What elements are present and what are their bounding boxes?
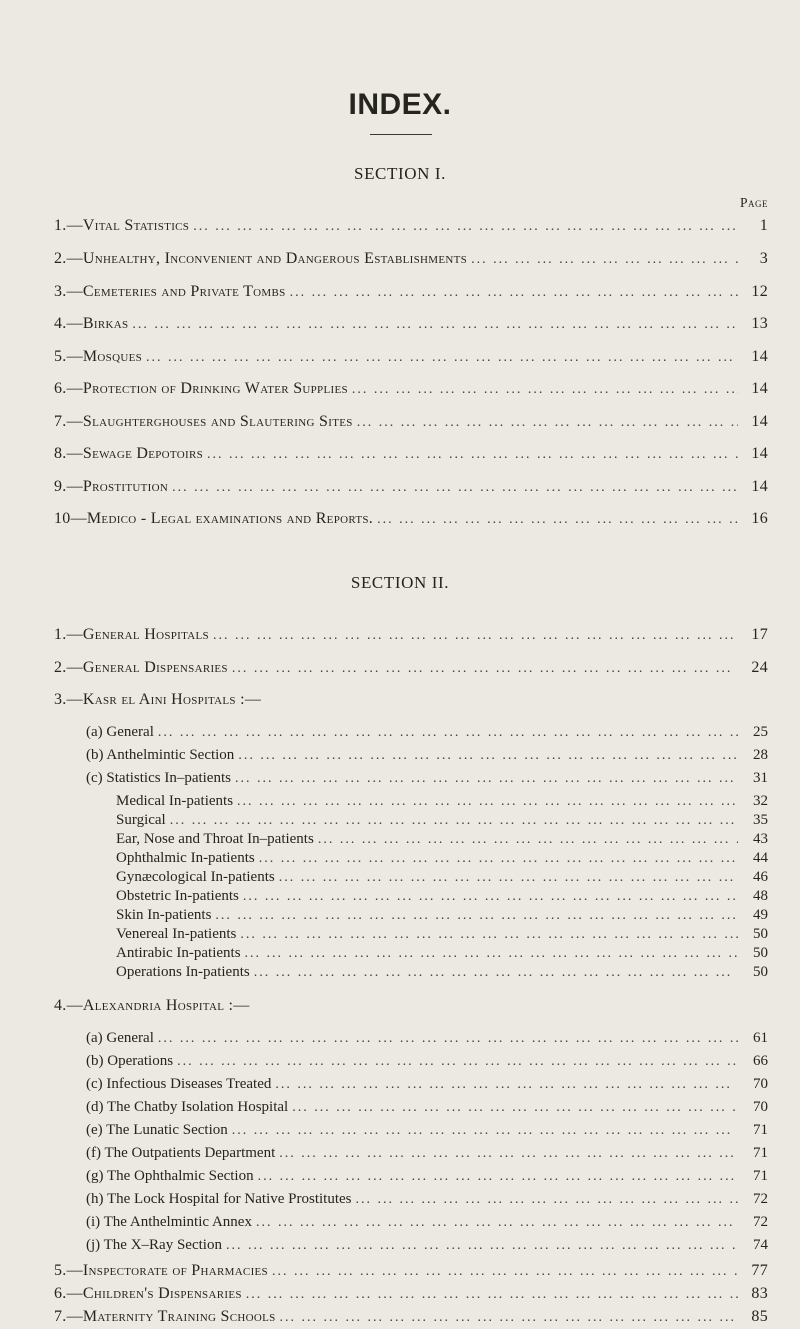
alexandria-heading: 4.—Alexandria Hospital :— <box>54 997 250 1014</box>
leader-dots <box>132 314 738 335</box>
entry-page: 50 <box>753 926 768 942</box>
index-entry[interactable] <box>86 1211 768 1233</box>
leader-dots <box>280 1307 738 1328</box>
leader-dots <box>275 1074 738 1095</box>
leader-dots <box>246 1284 738 1305</box>
entry-label: Skin In-patients <box>116 907 212 923</box>
entry-label: (b) Anthelmintic Section <box>86 747 235 763</box>
entry-page: 12 <box>751 283 768 300</box>
leader-dots <box>272 1261 738 1282</box>
entry-label: (a) General <box>86 1030 154 1046</box>
leader-dots <box>292 1097 738 1118</box>
leader-dots <box>158 722 738 743</box>
entry-page: 48 <box>753 888 768 904</box>
leader-dots <box>235 768 738 789</box>
leader-dots <box>258 1166 738 1187</box>
leader-dots <box>356 1189 738 1210</box>
entry-page: 16 <box>751 510 768 527</box>
leader-dots <box>232 658 738 679</box>
entry-label: 2.—General Dispensaries <box>54 659 228 676</box>
entry-label: Medical In-patients <box>116 793 234 809</box>
entry-label: 6.—Protection of Drinking Water Supplies <box>54 380 348 397</box>
entry-page: 66 <box>753 1053 768 1069</box>
entry-label: 7.—Maternity Training Schools <box>54 1308 276 1325</box>
entry-page: 17 <box>751 626 768 643</box>
index-entry[interactable] <box>54 281 768 303</box>
entry-page: 35 <box>753 812 768 828</box>
entry-label: (i) The Anthelmintic Annex <box>86 1214 252 1230</box>
index-entry[interactable] <box>54 443 768 465</box>
index-entry[interactable] <box>54 411 768 433</box>
entry-label: 1.—Vital Statistics <box>54 217 190 234</box>
leader-dots <box>377 509 738 530</box>
index-entry[interactable] <box>54 476 768 498</box>
entry-label: 3.—Cemeteries and Private Tombs <box>54 283 286 300</box>
entry-label: Antirabic In-patients <box>116 945 241 961</box>
entry-page: 74 <box>753 1237 768 1253</box>
index-entry[interactable] <box>54 508 768 530</box>
index-entry[interactable] <box>86 721 768 743</box>
leader-dots <box>279 1143 738 1164</box>
index-entry[interactable] <box>54 1283 768 1305</box>
leader-dots <box>357 412 738 433</box>
leader-dots <box>254 962 738 983</box>
leader-dots <box>193 216 738 237</box>
index-entry[interactable] <box>54 1306 768 1328</box>
leader-dots <box>232 1120 738 1141</box>
index-entry[interactable] <box>86 767 768 789</box>
entry-label: Ear, Nose and Throat In–patients <box>116 831 314 847</box>
leader-dots <box>352 379 738 400</box>
leader-dots <box>290 282 738 303</box>
entry-label: (c) Infectious Diseases Treated <box>86 1076 272 1092</box>
entry-label: 7.—Slaughterghouses and Slautering Sites <box>54 413 353 430</box>
index-entry[interactable] <box>86 744 768 766</box>
kasr-el-aini-heading: 3.—Kasr el Aini Hospitals :— <box>54 691 262 708</box>
entry-page: 77 <box>751 1262 768 1279</box>
entry-label: Ophthalmic In-patients <box>116 850 255 866</box>
entry-page: 44 <box>753 850 768 866</box>
index-entry[interactable] <box>54 346 768 368</box>
entry-page: 72 <box>753 1214 768 1230</box>
entry-label: 9.—Prostitution <box>54 478 169 495</box>
leader-dots <box>146 347 738 368</box>
entry-label: Obstetric In-patients <box>116 888 239 904</box>
entry-page: 1 <box>759 217 768 234</box>
entry-label: 5.—Mosques <box>54 348 143 365</box>
leader-dots <box>256 1212 738 1233</box>
entry-label: 4.—Birkas <box>54 315 129 332</box>
index-entry[interactable] <box>54 624 768 646</box>
entry-page: 28 <box>753 747 768 763</box>
entry-label: (b) Operations <box>86 1053 174 1069</box>
index-entry[interactable] <box>86 1027 768 1049</box>
index-entry[interactable] <box>54 215 768 237</box>
entry-page: 49 <box>753 907 768 923</box>
entry-page: 85 <box>751 1308 768 1325</box>
entry-page: 70 <box>753 1099 768 1115</box>
entry-label: (c) Statistics In–patients <box>86 770 231 786</box>
entry-page: 71 <box>753 1145 768 1161</box>
index-entry[interactable] <box>54 313 768 335</box>
entry-label: (g) The Ophthalmic Section <box>86 1168 254 1184</box>
index-entry[interactable] <box>86 1188 768 1210</box>
entry-label: 6.—Children's Dispensaries <box>54 1285 242 1302</box>
entry-page: 72 <box>753 1191 768 1207</box>
index-entry[interactable] <box>86 1050 768 1072</box>
entry-label: 5.—Inspectorate of Pharmacies <box>54 1262 268 1279</box>
index-entry[interactable] <box>54 248 768 270</box>
index-entry[interactable] <box>86 1142 768 1164</box>
entry-label: (f) The Outpatients Department <box>86 1145 276 1161</box>
index-entry[interactable] <box>54 657 768 679</box>
leader-dots <box>158 1028 738 1049</box>
entry-page: 14 <box>751 348 768 365</box>
index-entry[interactable] <box>116 961 768 983</box>
entry-label: (a) General <box>86 724 154 740</box>
entry-page: 83 <box>751 1285 768 1302</box>
entry-page: 31 <box>753 770 768 786</box>
entry-label: (e) The Lunatic Section <box>86 1122 228 1138</box>
entry-label: Venereal In-patients <box>116 926 237 942</box>
index-entry[interactable] <box>54 378 768 400</box>
entry-page: 46 <box>753 869 768 885</box>
index-entry[interactable] <box>86 1119 768 1141</box>
entry-page: 61 <box>753 1030 768 1046</box>
entry-page: 43 <box>753 831 768 847</box>
entry-label: (d) The Chatby Isolation Hospital <box>86 1099 289 1115</box>
entry-page: 14 <box>751 380 768 397</box>
leader-dots <box>172 477 738 498</box>
entry-page: 14 <box>751 478 768 495</box>
entry-page: 32 <box>753 793 768 809</box>
entry-label: Operations In-patients <box>116 964 250 980</box>
index-entry[interactable] <box>54 1260 768 1282</box>
entry-page: 13 <box>751 315 768 332</box>
index-title: INDEX. <box>348 88 452 121</box>
entry-page: 50 <box>753 945 768 961</box>
entry-label: (j) The X–Ray Section <box>86 1237 222 1253</box>
section-1-heading: SECTION I. <box>354 164 446 183</box>
entry-page: 50 <box>753 964 768 980</box>
entry-page: 70 <box>753 1076 768 1092</box>
entry-page: 14 <box>751 445 768 462</box>
entry-label: Surgical <box>116 812 166 828</box>
entry-page: 71 <box>753 1168 768 1184</box>
leader-dots <box>213 625 738 646</box>
entry-page: 25 <box>753 724 768 740</box>
entry-label: (h) The Lock Hospital for Native Prostitutes <box>86 1191 352 1207</box>
entry-page: 3 <box>759 250 768 267</box>
page-column-label: Page <box>739 195 768 210</box>
entry-page: 14 <box>751 413 768 430</box>
leader-dots <box>471 249 738 270</box>
index-entry[interactable] <box>86 1073 768 1095</box>
entry-page: 24 <box>751 659 768 676</box>
leader-dots <box>177 1051 738 1072</box>
entry-label: 2.—Unhealthy, Inconvenient and Dangerous Establishments <box>54 250 468 267</box>
entry-page: 71 <box>753 1122 768 1138</box>
index-entry[interactable] <box>86 1096 768 1118</box>
index-entry[interactable] <box>86 1234 768 1256</box>
index-entry[interactable] <box>86 1165 768 1187</box>
entry-label: 10—Medico - Legal examinations and Reports. <box>54 510 374 527</box>
leader-dots <box>238 745 738 766</box>
entry-label: 1.—General Hospitals <box>54 626 209 643</box>
title-rule <box>370 134 432 135</box>
leader-dots <box>226 1235 738 1256</box>
section-2-heading: SECTION II. <box>350 573 450 592</box>
entry-label: Gynæcological In-patients <box>116 869 275 885</box>
leader-dots <box>207 444 738 465</box>
entry-label: 8.—Sewage Depotoirs <box>54 445 204 462</box>
